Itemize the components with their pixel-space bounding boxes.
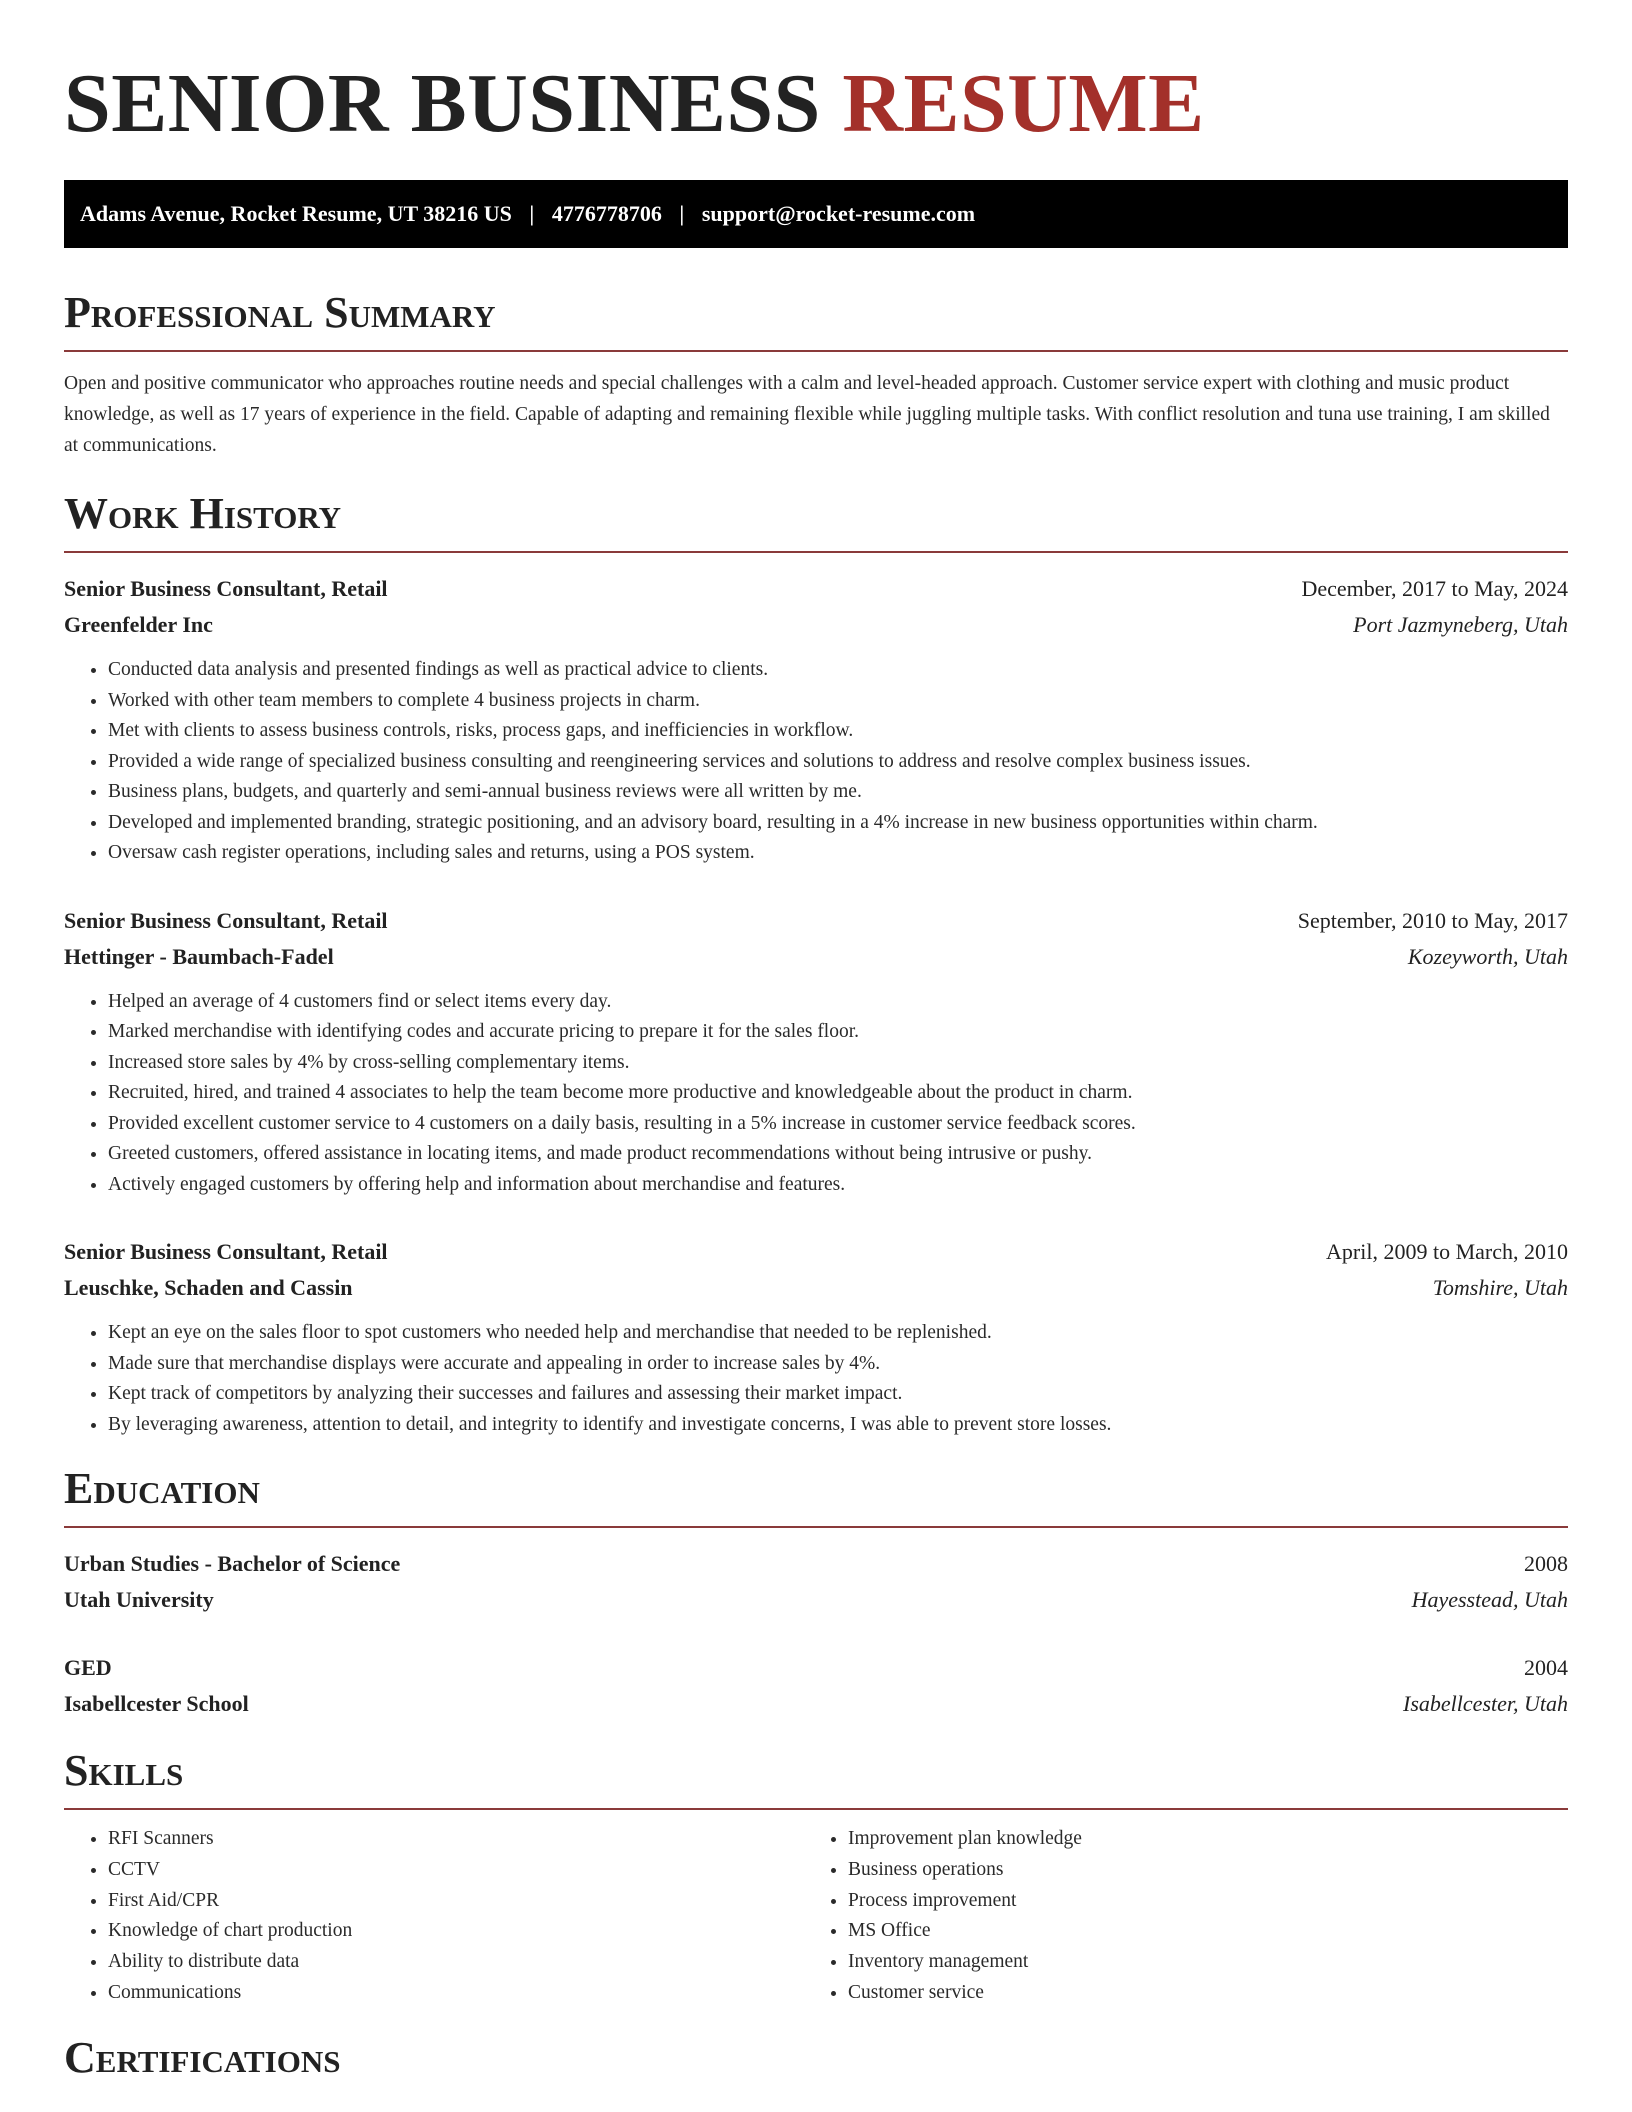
job-title: Senior Business Consultant, Retail	[64, 1239, 388, 1264]
contact-bar	[64, 180, 1568, 248]
skills-left-column	[64, 1824, 804, 2009]
job-title: Senior Business Consultant, Retail	[64, 907, 388, 933]
contact-address: Adams Avenue, Rocket Resume, UT 38216 US	[80, 201, 512, 226]
job-bullet: • Greeted customers, offered assistance in locating items, and made product recommendations without being intrusive or pushy.	[108, 1139, 1568, 1170]
job-bullet: • Made sure that merchandise displays were accurate and appealing in order to increase sales by 4%.	[108, 1349, 1568, 1380]
job-bullets	[64, 655, 1568, 869]
job-bullet: • Worked with other team members to complete 4 business projects in charm.	[108, 686, 1568, 717]
skill-item: • Business operations	[848, 1855, 1544, 1886]
skill-item: • RFI Scanners	[108, 1824, 804, 1855]
job-bullet: • Increased store sales by 4% by cross-selling complementary items.	[108, 1048, 1568, 1079]
job-bullet: • Developed and implemented branding, strategic positioning, and an advisory board, resulting in a 4% increase in new business opportunities within charm.	[108, 808, 1568, 839]
skills-section	[64, 1746, 1568, 2009]
job-location: Tomshire, Utah	[1432, 1275, 1568, 1300]
skill-item: • CCTV	[108, 1855, 804, 1886]
education-year: 2008	[1524, 1551, 1568, 1576]
title-main: SENIOR BUSINESS	[64, 57, 821, 150]
education-degree: GED	[64, 1655, 112, 1680]
job-bullet: • Helped an average of 4 customers find or select items every day.	[108, 987, 1568, 1018]
job-bullets	[64, 987, 1568, 1201]
skills-columns	[64, 1824, 1568, 2009]
education-location: Isabellcester, Utah	[1403, 1691, 1568, 1716]
contact-separator: |	[679, 201, 685, 226]
skill-item: • Improvement plan knowledge	[848, 1824, 1544, 1855]
skill-item: • MS Office	[848, 1916, 1544, 1947]
job-bullet: • Provided a wide range of specialized business consulting and reengineering services and solutions to address and resolve complex business issues.	[108, 747, 1568, 778]
section-heading: Professional Summary	[64, 288, 496, 337]
section-divider	[64, 350, 1568, 352]
education-entry	[64, 1546, 1568, 1618]
work-history-section	[64, 489, 1568, 1440]
job-bullet: • Recruited, hired, and trained 4 associates to help the team become more productive and knowledgeable about the product in charm.	[108, 1078, 1568, 1109]
job-dates: December, 2017 to May, 2024	[1301, 576, 1568, 601]
section-divider	[64, 1808, 1568, 1810]
job-location: Port Jazmyneberg, Utah	[1353, 612, 1568, 637]
resume-page	[64, 0, 1568, 2083]
job-bullet: • Actively engaged customers by offering help and information about merchandise and features.	[108, 1170, 1568, 1201]
job-bullets	[64, 1318, 1568, 1440]
job-entry	[64, 903, 1568, 1201]
job-bullet: • Business plans, budgets, and quarterly and semi-annual business reviews were all written by me.	[108, 777, 1568, 808]
job-bullet: • Kept track of competitors by analyzing their successes and failures and assessing their market impact.	[108, 1379, 1568, 1410]
job-bullet: • Oversaw cash register operations, including sales and returns, using a POS system.	[108, 838, 1568, 869]
education-entry	[64, 1650, 1568, 1722]
certifications-section	[64, 2033, 1568, 2083]
education-degree: Urban Studies - Bachelor of Science	[64, 1551, 401, 1576]
education-location: Hayesstead, Utah	[1411, 1587, 1568, 1612]
job-dates: April, 2009 to March, 2010	[1326, 1239, 1568, 1264]
job-bullet: • Met with clients to assess business controls, risks, process gaps, and inefficiencies in workflow.	[108, 716, 1568, 747]
section-heading: Certifications	[64, 2032, 341, 2082]
section-heading: Work History	[64, 489, 342, 538]
job-entry	[64, 1234, 1568, 1440]
professional-summary-section	[64, 288, 1568, 461]
job-company: Hettinger - Baumbach-Fadel	[64, 943, 334, 969]
job-bullet: • Conducted data analysis and presented findings as well as practical advice to clients.	[108, 655, 1568, 686]
section-divider	[64, 1526, 1568, 1528]
education-year: 2004	[1524, 1655, 1568, 1680]
job-company: Greenfelder Inc	[64, 612, 213, 637]
skill-item: • Inventory management	[848, 1947, 1544, 1978]
skill-item: • Ability to distribute data	[108, 1947, 804, 1978]
skill-item: • Process improvement	[848, 1886, 1544, 1917]
section-heading: Education	[64, 1464, 260, 1513]
contact-separator: |	[529, 201, 535, 226]
skill-item: • First Aid/CPR	[108, 1886, 804, 1917]
summary-text: Open and positive communicator who approaches routine needs and special challenges with a calm and level-headed approach. Customer service expert with clothing and music product knowledge, as well as 17 years of experience in the field. Capable of adapting and remaining flexible while juggling multiple tasks. With conflict resolution and tuna use training, I am skilled at communications.	[64, 373, 1550, 456]
resume-title	[64, 0, 1568, 152]
contact-phone: 4776778706	[551, 201, 662, 226]
job-bullet: • Marked merchandise with identifying codes and accurate pricing to prepare it for the sales floor.	[108, 1017, 1568, 1048]
skill-item: • Customer service	[848, 1978, 1544, 2009]
job-bullet: • Provided excellent customer service to 4 customers on a daily basis, resulting in a 5% increase in customer service feedback scores.	[108, 1109, 1568, 1140]
job-bullet: • Kept an eye on the sales floor to spot customers who needed help and merchandise that needed to be replenished.	[108, 1318, 1568, 1349]
education-school: Isabellcester School	[64, 1691, 249, 1716]
skills-right-column	[804, 1824, 1544, 2009]
title-accent: RESUME	[842, 57, 1205, 150]
job-entry	[64, 571, 1568, 869]
section-divider	[64, 551, 1568, 553]
job-title: Senior Business Consultant, Retail	[64, 576, 388, 601]
education-section	[64, 1464, 1568, 1722]
job-bullet: • By leveraging awareness, attention to detail, and integrity to identify and investigate concerns, I was able to prevent store losses.	[108, 1410, 1568, 1441]
job-company: Leuschke, Schaden and Cassin	[64, 1275, 353, 1300]
job-location: Kozeyworth, Utah	[1407, 943, 1568, 969]
skill-item: • Communications	[108, 1978, 804, 2009]
section-heading: Skills	[64, 1746, 184, 1795]
skill-item: • Knowledge of chart production	[108, 1916, 804, 1947]
contact-email[interactable]: support@rocket-resume.com	[701, 201, 976, 226]
job-dates: September, 2010 to May, 2017	[1297, 907, 1568, 933]
education-school: Utah University	[64, 1587, 214, 1612]
